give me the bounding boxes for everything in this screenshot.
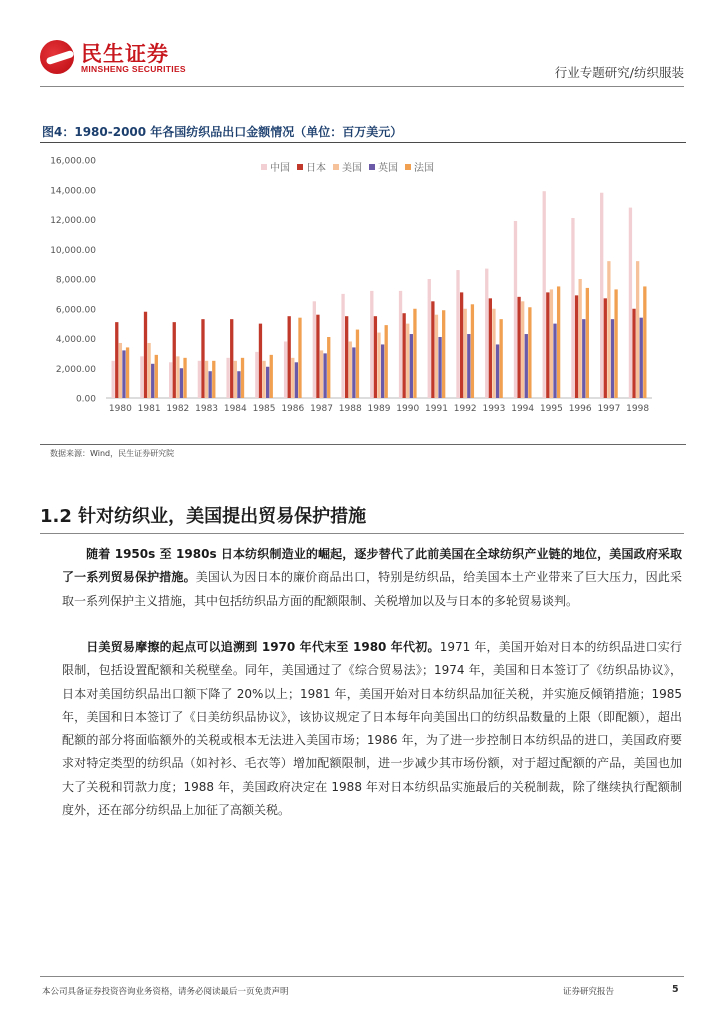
bar-日本-1998 xyxy=(632,309,635,398)
bar-法国-1982 xyxy=(183,358,186,398)
bar-法国-1992 xyxy=(471,304,474,398)
bar-中国-1989 xyxy=(370,291,373,398)
paragraph-1 xyxy=(62,543,682,613)
bar-法国-1986 xyxy=(298,318,301,398)
paragraph-2-body: 1971 年，美国开始对日本的纺织品进口实行限制，包括设置配额和关税壁垒。同年，美国通过了《综合贸易法》；1974 年，美国和日本签订了《纺织品协议》，日本对美国纺织品出口额下降了 20%以上；1981 年，美国开始对日本纺织品加征关税，并实施反倾销措施；1985 年，美国和日本签订了《日美纺织品协议》，该协议规定了日本每年向美国出口的纺织品数量的上限（即配额），超出配额的部分将面临额外的关税或根本无法进入美国市场；1986 年，为了进一步控制日本纺织品的进口，美国政府要求对特定类型的纺织品（如衬衫、毛衣等）增加配额限制，进一步减少其市场份额，对于超过配额的产品，美国也加大了关税和罚款力度；1988 年，美国政府决定在 1988 年对日本纺织品实施最后的关税制裁，除了继续执行配额制度外，还在部分纺织品上加征了高额关税。 xyxy=(62,640,683,818)
bar-日本-1994 xyxy=(517,297,520,398)
x-tick-label: 1983 xyxy=(195,404,219,414)
x-tick-label: 1991 xyxy=(425,404,448,414)
bar-法国-1981 xyxy=(155,355,158,398)
bar-法国-1990 xyxy=(413,309,416,398)
bar-法国-1980 xyxy=(126,347,129,398)
bar-日本-1995 xyxy=(546,292,549,398)
bar-美国-1990 xyxy=(406,324,409,398)
bar-中国-1991 xyxy=(428,279,431,398)
bar-中国-1984 xyxy=(226,358,229,398)
bar-法国-1989 xyxy=(385,325,388,398)
bar-英国-1997 xyxy=(611,319,614,398)
y-tick-label: 10,000.00 xyxy=(50,245,96,256)
y-tick-label: 2,000.00 xyxy=(55,364,96,375)
x-tick-label: 1985 xyxy=(252,404,276,414)
bar-日本-1982 xyxy=(173,322,176,398)
bar-美国-1983 xyxy=(205,361,208,398)
bar-中国-1990 xyxy=(399,291,402,398)
bar-美国-1986 xyxy=(291,358,294,398)
x-tick-label: 1992 xyxy=(453,404,477,414)
figure-bottom-rule xyxy=(40,444,686,445)
bar-中国-1994 xyxy=(514,221,517,398)
bar-美国-1985 xyxy=(262,361,265,398)
x-tick-label: 1994 xyxy=(511,404,535,414)
bar-法国-1996 xyxy=(586,288,589,398)
bar-中国-1992 xyxy=(456,270,459,398)
bar-英国-1982 xyxy=(180,368,183,398)
bar-英国-1986 xyxy=(295,362,298,398)
section-title: 1.2 针对纺织业，美国提出贸易保护措施 xyxy=(40,506,367,527)
figure-top-rule xyxy=(40,142,686,143)
x-tick-label: 1993 xyxy=(482,404,506,414)
footer-divider xyxy=(40,976,684,977)
bar-日本-1997 xyxy=(604,298,607,398)
bar-中国-1983 xyxy=(198,361,201,398)
bar-美国-1993 xyxy=(492,309,495,398)
bar-法国-1987 xyxy=(327,337,330,398)
y-tick-label: 4,000.00 xyxy=(55,335,96,345)
bar-美国-1980 xyxy=(119,343,122,398)
bar-英国-1987 xyxy=(323,353,326,398)
bar-美国-1994 xyxy=(521,301,524,398)
paragraph-1-body: 美国认为因日本的廉价商品出口，特别是纺织品，给美国本土产业带来了巨大压力，因此采取一系列保护主义措施，其中包括纺织品方面的配额限制、关税增加以及与日本的多轮贸易谈判。 xyxy=(62,570,682,608)
bar-日本-1986 xyxy=(288,316,291,398)
bar-美国-1982 xyxy=(176,356,179,398)
bar-英国-1996 xyxy=(582,319,585,398)
x-tick-label: 1996 xyxy=(568,404,592,414)
x-tick-label: 1987 xyxy=(310,404,333,414)
legend-swatch-英国 xyxy=(369,164,375,170)
y-tick-label: 16,000.00 xyxy=(50,156,96,167)
bar-中国-1987 xyxy=(313,301,316,398)
bar-英国-1985 xyxy=(266,367,269,398)
bar-日本-1981 xyxy=(144,312,147,398)
bar-中国-1998 xyxy=(629,208,632,398)
legend-swatch-法国 xyxy=(405,164,411,170)
bar-日本-1987 xyxy=(316,315,319,398)
legend-swatch-中国 xyxy=(261,164,267,170)
bar-法国-1998 xyxy=(643,286,646,398)
bar-中国-1986 xyxy=(284,341,287,398)
bar-法国-1993 xyxy=(499,319,502,398)
bar-日本-1990 xyxy=(402,313,405,398)
bar-法国-1995 xyxy=(557,286,560,398)
bar-日本-1991 xyxy=(431,301,434,398)
header-divider xyxy=(40,86,684,87)
bar-英国-1992 xyxy=(467,334,470,398)
paragraph-2-lead: 日美贸易摩擦的起点可以追溯到 1970 年代末至 1980 年代初。 xyxy=(86,640,440,654)
bar-中国-1981 xyxy=(140,356,143,398)
x-tick-label: 1980 xyxy=(108,404,132,414)
bar-日本-1984 xyxy=(230,319,233,398)
bar-英国-1984 xyxy=(237,371,240,398)
bar-英国-1983 xyxy=(209,371,212,398)
bar-法国-1991 xyxy=(442,310,445,398)
bar-法国-1983 xyxy=(212,361,215,398)
bar-法国-1985 xyxy=(270,355,273,398)
bar-美国-1988 xyxy=(349,341,352,398)
bar-日本-1980 xyxy=(115,322,118,398)
bar-英国-1991 xyxy=(438,337,441,398)
bar-英国-1981 xyxy=(151,364,154,398)
y-tick-label: 14,000.00 xyxy=(50,186,96,197)
bar-英国-1988 xyxy=(352,347,355,398)
bar-法国-1988 xyxy=(356,330,359,398)
logo-chinese: 民生证券 xyxy=(81,42,169,66)
bar-英国-1980 xyxy=(122,350,125,398)
figure-title: 图4：1980-2000 年各国纺织品出口金额情况（单位：百万美元） xyxy=(42,125,403,139)
section-divider xyxy=(40,533,684,534)
bar-日本-1993 xyxy=(489,298,492,398)
bar-美国-1989 xyxy=(377,333,380,398)
bar-日本-1985 xyxy=(259,324,262,398)
x-tick-label: 1990 xyxy=(396,404,420,414)
x-tick-label: 1984 xyxy=(223,404,247,414)
bar-美国-1998 xyxy=(636,261,639,398)
bar-法国-1984 xyxy=(241,358,244,398)
footer-report-type: 证券研究报告 xyxy=(563,987,615,997)
bar-中国-1997 xyxy=(600,193,603,398)
bar-日本-1989 xyxy=(374,316,377,398)
legend-label: 美国 xyxy=(342,163,362,174)
x-tick-label: 1989 xyxy=(367,404,391,414)
bar-中国-1988 xyxy=(341,294,344,398)
x-tick-label: 1995 xyxy=(539,404,563,414)
bar-中国-1980 xyxy=(112,361,115,398)
bar-英国-1998 xyxy=(640,318,643,398)
logo-english: MINSHENG SECURITIES xyxy=(81,64,186,74)
bar-美国-1981 xyxy=(147,343,150,398)
paragraph-1-lead: 随着 1950s 至 1980s 日本纺织制造业的崛起，逐步替代了此前美国在全球纺织产业链的地位，美国政府采取了一系列贸易保护措施。 xyxy=(62,547,682,585)
report-category: 行业专题研究/纺织服装 xyxy=(554,65,684,80)
export-bar-chart xyxy=(40,145,686,443)
legend-swatch-日本 xyxy=(297,164,303,170)
bar-日本-1988 xyxy=(345,316,348,398)
legend-label: 中国 xyxy=(270,163,290,174)
bar-日本-1992 xyxy=(460,292,463,398)
minsheng-logo-icon xyxy=(40,40,74,74)
bar-美国-1997 xyxy=(607,261,610,398)
x-tick-label: 1997 xyxy=(597,404,621,414)
bar-美国-1987 xyxy=(320,350,323,398)
bar-中国-1993 xyxy=(485,269,488,398)
footer-disclaimer: 本公司具备证券投资咨询业务资格，请务必阅读最后一页免责声明 xyxy=(42,987,289,997)
bar-美国-1995 xyxy=(550,289,553,398)
y-tick-label: 8,000.00 xyxy=(55,275,96,286)
bar-英国-1990 xyxy=(410,334,413,398)
figure-source: 数据来源：Wind，民生证券研究院 xyxy=(50,449,175,458)
page-header xyxy=(40,36,684,86)
bar-美国-1996 xyxy=(579,279,582,398)
y-tick-label: 12,000.00 xyxy=(50,216,96,226)
bar-中国-1996 xyxy=(571,218,574,398)
y-tick-label: 6,000.00 xyxy=(55,305,96,316)
bar-美国-1992 xyxy=(464,309,467,398)
bar-英国-1995 xyxy=(553,324,556,398)
bar-中国-1982 xyxy=(169,362,172,398)
paragraph-2 xyxy=(62,636,682,822)
bar-英国-1989 xyxy=(381,344,384,398)
page-number: 5 xyxy=(672,984,679,995)
bar-中国-1985 xyxy=(255,352,258,398)
bar-日本-1983 xyxy=(201,319,204,398)
bar-日本-1996 xyxy=(575,295,578,398)
bar-中国-1995 xyxy=(543,191,546,398)
x-tick-label: 1988 xyxy=(338,404,362,414)
bar-英国-1994 xyxy=(525,334,528,398)
bar-法国-1994 xyxy=(528,307,531,398)
legend-label: 日本 xyxy=(306,163,326,174)
legend-swatch-美国 xyxy=(333,164,339,170)
bar-美国-1991 xyxy=(435,315,438,398)
x-tick-label: 1981 xyxy=(137,404,161,414)
x-tick-label: 1986 xyxy=(281,404,305,414)
bar-法国-1997 xyxy=(614,289,617,398)
bar-英国-1993 xyxy=(496,344,499,398)
x-tick-label: 1998 xyxy=(626,404,650,414)
y-tick-label: 0.00 xyxy=(75,394,96,405)
x-tick-label: 1982 xyxy=(166,404,190,414)
legend-label: 法国 xyxy=(414,163,434,174)
bar-美国-1984 xyxy=(234,361,237,398)
legend-label: 英国 xyxy=(378,163,398,174)
